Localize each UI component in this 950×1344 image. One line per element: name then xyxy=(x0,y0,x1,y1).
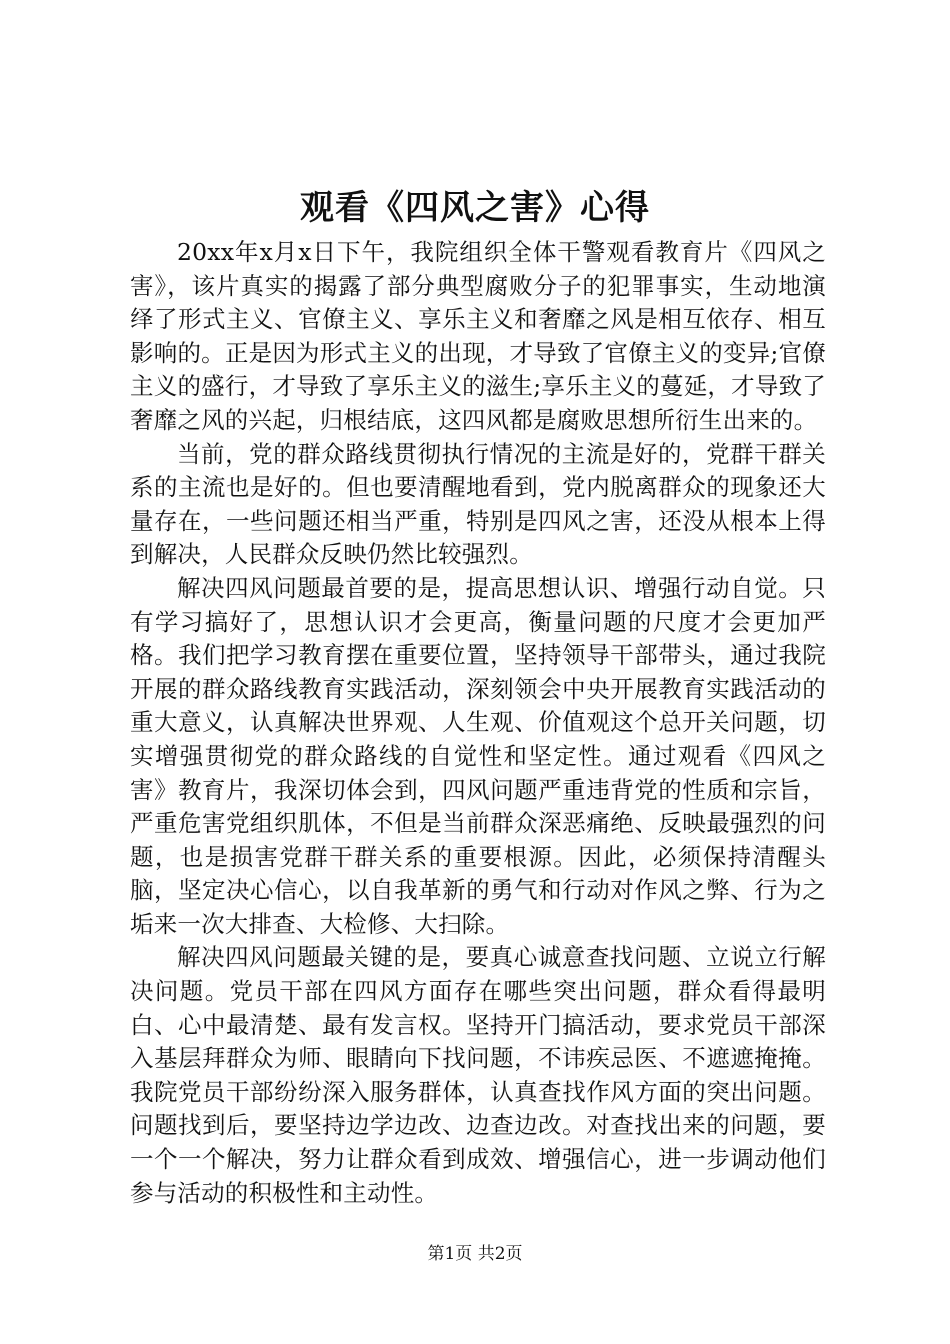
paragraph-2: 当前，党的群众路线贯彻执行情况的主流是好的，党群干群关系的主流也是好的。但也要清醒地看到，党内脱离群众的现象还大量存在，一些问题还相当严重，特别是四风之害，还没从根本上得到解决，人民群众反映仍然比较强烈。 xyxy=(130,439,826,569)
paragraph-4: 解决四风问题最关键的是，要真心诚意查找问题、立说立行解决问题。党员干部在四风方面存在哪些突出问题，群众看得最明白、心中最清楚、最有发言权。坚持开门搞活动，要求党员干部深入基层拜群众为师、眼睛向下找问题，不讳疾忌医、不遮遮掩掩。我院党员干部纷纷深入服务群体，认真查找作风方面的突出问题。问题找到后，要坚持边学边改、边查边改。对查找出来的问题，要一个一个解决，努力让群众看到成效、增强信心，进一步调动他们参与活动的积极性和主动性。 xyxy=(130,943,826,1207)
document-body xyxy=(130,236,826,1210)
paragraph-1: 20xx年x月x日下午，我院组织全体干警观看教育片《四风之害》，该片真实的揭露了部分典型腐败分子的犯罪事实，生动地演绎了形式主义、官僚主义、享乐主义和奢靡之风是相互依存、相互影响的。正是因为形式主义的出现，才导致了官僚主义的变异;官僚主义的盛行，才导致了享乐主义的滋生;享乐主义的蔓延，才导致了奢靡之风的兴起，归根结底，这四风都是腐败思想所衍生出来的。 xyxy=(130,238,826,434)
document-title: 观看《四风之害》心得 xyxy=(300,188,650,228)
page-number-footer: 第1页 共2页 xyxy=(427,1244,523,1264)
paragraph-3: 解决四风问题最首要的是，提高思想认识、增强行动自觉。只有学习搞好了，思想认识才会更高，衡量问题的尺度才会更加严格。我们把学习教育摆在重要位置，坚持领导干部带头，通过我院开展的群众路线教育实践活动，深刻领会中央开展教育实践活动的重大意义，认真解决世界观、人生观、价值观这个总开关问题，切实增强贯彻党的群众路线的自觉性和坚定性。通过观看《四风之害》教育片，我深切体会到，四风问题严重违背党的性质和宗旨，严重危害党组织肌体，不但是当前群众深恶痛绝、反映最强烈的问题，也是损害党群干群关系的重要根源。因此，必须保持清醒头脑，坚定决心信心，以自我革新的勇气和行动对作风之弊、行为之垢来一次大排查、大检修、大扫除。 xyxy=(130,573,826,938)
